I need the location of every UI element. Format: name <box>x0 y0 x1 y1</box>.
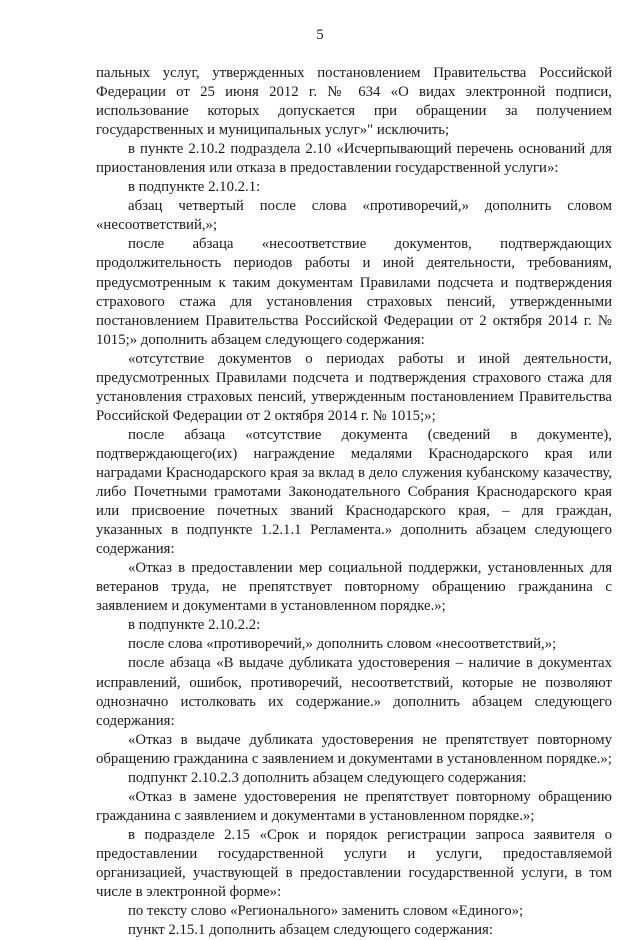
paragraph: «отсутствие документов о периодах работы и иной деятельности, предусмотренных Правилами подсчета и подтверждения страхового стажа для установления страховых пенсий, утвержденным постановлением Правительства Российской Федерации от 2 октября 2014 г. № 1015;»; <box>96 350 612 424</box>
paragraph: подпункт 2.10.2.3 дополнить абзацем следующего содержания: <box>128 769 527 786</box>
paragraph: по тексту слово «Регионального» заменить словом «Единого»; <box>128 903 524 920</box>
paragraph: после абзаца «В выдаче дубликата удостоверения – наличие в документах исправлений, ошибок, противоречий, несоответствий, которые не позволяют однозначно истолковать их содержание.» дополнить абзацем следующего содержания: <box>96 655 612 729</box>
paragraph: «Отказ в предоставлении мер социальной поддержки, установленных для ветеранов труда, не препятствует повторному обращению гражданина с заявлением и документами в установленном порядке.»; <box>96 560 612 615</box>
paragraph: «Отказ в замене удостоверения не препятствует повторному обращению гражданина с заявлением и документами в установленном порядке.»; <box>96 788 612 824</box>
paragraph: пункт 2.15.1 дополнить абзацем следующего содержания: <box>128 922 493 939</box>
page-number: 5 <box>316 27 324 43</box>
paragraph: пальных услуг, утвержденных постановлением Правительства Российской Федерации от 25 июня 2012 г. № 634 «О видах электронной подписи, использование которых допускается при обращении за получением государственных и муниципальных услуг»" исключить; <box>96 65 612 139</box>
paragraph: после абзаца «несоответствие документов, подтверждающих продолжительность периодов работы и иной деятельности, требованиям, предусмотренным к таким документам Правилами подсчета и подтверждения страхового стажа для установления страховых пенсий, утвержденными постановлением Правительства Российской Федерации от 2 октября 2014 г. № 1015;» дополнить абзацем следующего содержания: <box>96 236 612 348</box>
paragraph: абзац четвертый после слова «противоречий,» дополнить словом «несоответствий,»; <box>96 198 612 234</box>
paragraph: в подпункте 2.10.2.2: <box>128 617 261 634</box>
paragraph: в подразделе 2.15 «Срок и порядок регистрации запроса заявителя о предоставлении государственной услуги и услуги, предоставляемой организацией, участвующей в предоставлении государственной услуги, в том числе в электронной форме»: <box>96 826 612 901</box>
paragraph: в подпункте 2.10.2.1: <box>128 179 261 196</box>
paragraph: «Отказ в выдаче дубликата удостоверения не препятствует повторному обращению гражданина с заявлением и документами в установленном порядке.»; <box>96 731 612 767</box>
paragraph: после слова «противоречий,» дополнить словом «несоответствий,»; <box>128 636 557 653</box>
paragraph: после абзаца «отсутствие документа (сведений в документе), подтверждающего(их) награждение медалями Краснодарского края или наградами Краснодарского края за вклад в дело служения кубанскому казачеству, либо Почетными грамотами Законодательного Собрания Краснодарского края или присвоение почетных званий Краснодарского края, – для граждан, указанных в подпункте 1.2.1.1 Регламента.» дополнить абзацем следующего содержания: <box>96 426 612 558</box>
document-body <box>96 64 612 940</box>
paragraph: в пункте 2.10.2 подраздела 2.10 «Исчерпывающий перечень оснований для приостановления или отказа в предоставлении государственной услуги»: <box>96 141 612 177</box>
